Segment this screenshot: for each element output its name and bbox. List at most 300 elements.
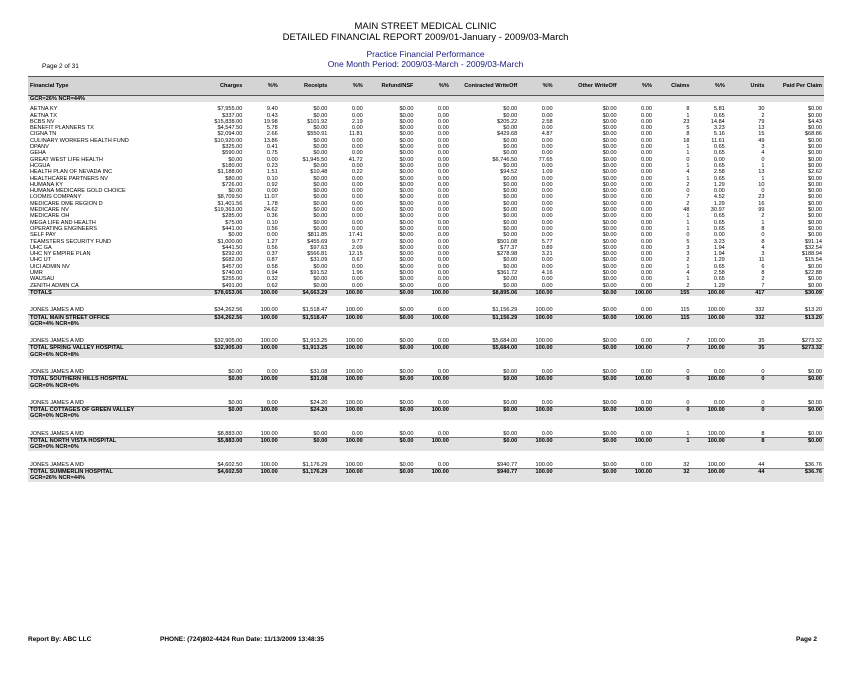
table-cell: 0.00	[541, 106, 553, 113]
table-cell: 2.09	[351, 244, 363, 251]
table-cell: JONES JAMES A MD	[30, 399, 84, 406]
table-cell: 0.00	[641, 338, 652, 345]
table-cell: $0.00	[399, 219, 414, 226]
table-cell: $429.68	[497, 131, 518, 138]
table-cell: $0.00	[399, 169, 414, 176]
table-cell: $4,602.50	[217, 461, 243, 468]
table-cell: $0.00	[399, 188, 414, 195]
total-row	[28, 289, 824, 296]
table-header	[28, 77, 824, 96]
table-cell: $455.69	[307, 238, 328, 245]
table-cell: $0.00	[399, 125, 414, 132]
table-cell: $0.00	[555, 407, 619, 414]
table-cell: $0.00	[602, 125, 617, 132]
table-cell: $0.00	[399, 282, 414, 289]
table-cell: 0.00	[641, 207, 652, 214]
table-cell: 0.00	[641, 188, 652, 195]
table-cell: $0.00	[602, 307, 617, 314]
table-cell: 0.00	[437, 131, 449, 138]
table-cell: 100.00	[329, 314, 364, 321]
table-cell: 23	[683, 118, 690, 125]
table-cell: 1.29	[713, 257, 725, 264]
table-cell: $0.00	[399, 399, 414, 406]
table-cell: $0.00	[194, 376, 245, 383]
table-cell: $278.98	[497, 251, 518, 258]
table-cell: 8	[686, 131, 690, 138]
table-cell: $0.00	[808, 156, 822, 163]
table-cell: 0.00	[437, 257, 449, 264]
table-cell: 0.00	[641, 307, 652, 314]
table-cell: 2	[686, 282, 690, 289]
table-cell: 0.00	[351, 225, 363, 232]
table-cell: $0.00	[399, 238, 414, 245]
table-cell: 15	[758, 131, 765, 138]
table-cell: $0.00	[313, 207, 328, 214]
spacer-row	[28, 451, 824, 462]
table-cell: $34,262.56	[214, 307, 243, 314]
table-cell: $0.00	[602, 219, 617, 226]
table-cell: 0.00	[437, 207, 449, 214]
table-cell: 0.00	[351, 112, 363, 119]
table-cell: $0.00	[808, 225, 822, 232]
table-cell: $1,176.29	[280, 468, 330, 475]
table-cell: 8	[761, 238, 765, 245]
table-cell: $0.00	[602, 200, 617, 207]
table-cell: 0.00	[437, 162, 449, 169]
column-header: %%	[415, 77, 450, 96]
table-cell: $0.00	[228, 399, 243, 406]
table-cell: 0.00	[541, 207, 553, 214]
table-cell: $0.00	[365, 468, 416, 475]
table-cell: $0.00	[503, 200, 518, 207]
table-cell: $0.00	[808, 213, 822, 220]
table-cell: $0.00	[399, 257, 414, 264]
table-cell: 0.62	[266, 282, 278, 289]
table-cell: 100.00	[345, 399, 363, 406]
table-cell: $5,684.00	[492, 338, 518, 345]
table-cell: 0.00	[437, 118, 449, 125]
table-cell: $0.00	[555, 345, 619, 352]
table-cell: $0.00	[228, 156, 243, 163]
table-cell: 0.00	[541, 150, 553, 157]
table-cell: 1.29	[713, 200, 725, 207]
table-cell: $0.00	[767, 376, 824, 383]
table-cell: 0.00	[351, 219, 363, 226]
table-cell: $0.00	[399, 118, 414, 125]
table-cell: 7	[761, 282, 765, 289]
table-cell: $0.00	[555, 376, 619, 383]
table-cell: $0.00	[365, 289, 416, 296]
table-cell: 0.00	[713, 156, 725, 163]
table-cell: $0.00	[808, 276, 822, 283]
spacer-row	[28, 327, 824, 338]
table-cell: 2.66	[266, 131, 278, 138]
table-cell: 0.00	[351, 430, 363, 437]
table-cell: 14.84	[710, 118, 725, 125]
table-cell: 11.61	[711, 137, 725, 144]
table-cell: $0.00	[602, 188, 617, 195]
table-cell: $91.14	[804, 238, 822, 245]
table-cell: $31.08	[280, 376, 330, 383]
table-cell: 0.00	[713, 232, 725, 239]
table-cell: 0.00	[641, 270, 652, 277]
table-cell: $0.00	[365, 438, 416, 445]
table-cell: 0.00	[437, 282, 449, 289]
table-cell: $501.08	[497, 238, 518, 245]
table-cell: $0.00	[399, 207, 414, 214]
total-row	[28, 314, 824, 321]
table-cell: $10.48	[310, 169, 328, 176]
table-cell: $0.00	[503, 276, 518, 283]
table-cell: TEAMSTERS SECURITY FUND	[30, 238, 112, 245]
table-cell: 4.87	[541, 131, 553, 138]
table-cell: GEHA	[30, 150, 46, 157]
table-cell: $0.00	[503, 188, 518, 195]
table-cell: $7,955.00	[217, 106, 243, 113]
table-cell: $457.00	[222, 263, 243, 270]
table-cell: $0.00	[602, 238, 617, 245]
table-cell: 0.41	[266, 144, 278, 151]
table-cell: TOTAL COTTAGES OF GREEN VALLEY	[28, 407, 194, 414]
table-cell: 0.00	[266, 232, 278, 239]
table-cell: 0.00	[641, 430, 652, 437]
table-cell: 5.77	[541, 238, 553, 245]
table-cell: 0.00	[437, 399, 449, 406]
table-cell: 0.00	[541, 282, 553, 289]
table-cell: $0.00	[503, 137, 518, 144]
table-cell: 0.00	[641, 106, 652, 113]
table-cell: 3.21	[541, 251, 553, 258]
table-cell: 99	[758, 207, 765, 214]
table-cell: $36.76	[767, 468, 824, 475]
table-cell: 19.98	[263, 118, 278, 125]
table-cell: 0.00	[641, 257, 652, 264]
table-cell: $32.54	[804, 244, 822, 251]
table-cell: 2	[686, 181, 690, 188]
table-cell: 0.00	[437, 194, 449, 201]
table-cell: $0.00	[602, 244, 617, 251]
total-row	[28, 407, 824, 414]
table-cell: $361.72	[497, 270, 518, 277]
table-cell: 0.00	[541, 181, 553, 188]
table-cell: $1,913.25	[302, 338, 328, 345]
table-cell: SELF PAY	[30, 232, 56, 239]
table-cell: $1,518.47	[280, 314, 330, 321]
table-cell: TOTAL SOUTHERN HILLS HOSPITAL	[28, 376, 194, 383]
table-cell: 100.00	[329, 376, 364, 383]
column-header: Claims	[654, 77, 692, 96]
table-cell: $0.00	[399, 307, 414, 314]
table-cell: TOTAL MAIN STREET OFFICE	[28, 314, 194, 321]
ratio-label: GCR=4% NCR=8%	[28, 321, 824, 327]
table-cell: 100.00	[329, 438, 364, 445]
table-cell: 7	[686, 338, 690, 345]
table-cell: 0.00	[266, 399, 278, 406]
column-header: Receipts	[280, 77, 330, 96]
table-cell: 332	[727, 314, 767, 321]
table-cell: 0	[686, 399, 690, 406]
table-cell: 100.00	[691, 468, 726, 475]
table-cell: 0.67	[351, 257, 363, 264]
table-cell: $8,895.06	[451, 289, 519, 296]
table-cell: $0.00	[503, 175, 518, 182]
table-cell: 3.23	[713, 238, 725, 245]
table-cell: TOTALS	[28, 289, 194, 296]
table-cell: 0.00	[641, 368, 652, 375]
column-header: Contracted WriteOff	[451, 77, 519, 96]
table-cell: 0.65	[713, 225, 725, 232]
table-cell: $0.00	[313, 225, 328, 232]
table-cell: $19,363.00	[214, 207, 243, 214]
table-cell: 2.19	[351, 118, 363, 125]
table-cell: 0.00	[541, 219, 553, 226]
table-cell: 2.58	[713, 169, 725, 176]
table-cell: 0.00	[641, 238, 652, 245]
table-cell: 9.77	[351, 238, 363, 245]
table-cell: $0.00	[503, 162, 518, 169]
table-cell: $0.00	[399, 156, 414, 163]
table-cell: 0.00	[266, 156, 278, 163]
table-cell: $0.00	[313, 200, 328, 207]
table-cell: $0.00	[503, 282, 518, 289]
table-cell: 4	[686, 169, 690, 176]
table-cell: 0.00	[641, 156, 652, 163]
table-cell: 0.00	[351, 144, 363, 151]
table-cell: $0.00	[399, 225, 414, 232]
table-cell: $0.00	[503, 181, 518, 188]
table-cell: $0.00	[451, 438, 519, 445]
table-cell: 0.00	[641, 125, 652, 132]
total-row	[28, 468, 824, 475]
table-cell: 0.36	[266, 213, 278, 220]
table-cell: 0.75	[266, 150, 278, 157]
table-cell: $0.00	[602, 282, 617, 289]
table-cell: $0.00	[503, 232, 518, 239]
column-header: Other WriteOff	[555, 77, 619, 96]
table-cell: $0.00	[602, 162, 617, 169]
table-cell: $8,709.50	[217, 194, 243, 201]
table-cell: 1.09	[541, 169, 553, 176]
table-cell: 100.00	[345, 338, 363, 345]
column-header: %%	[244, 77, 279, 96]
table-cell: 100.00	[535, 307, 553, 314]
report-title: MAIN STREET MEDICAL CLINIC	[354, 21, 497, 32]
spacer-row	[28, 389, 824, 400]
table-cell: 0.00	[541, 125, 553, 132]
table-cell: 0.00	[437, 276, 449, 283]
table-cell: 8	[761, 270, 765, 277]
table-cell: $491.00	[222, 282, 243, 289]
table-cell: $0.00	[602, 137, 617, 144]
table-cell: 100.00	[691, 407, 726, 414]
table-cell: $0.00	[313, 112, 328, 119]
column-header: Charges	[194, 77, 245, 96]
table-cell: $0.00	[602, 225, 617, 232]
table-cell: 10	[758, 181, 765, 188]
table-cell: $0.00	[602, 276, 617, 283]
table-cell: 35	[758, 338, 765, 345]
table-cell: $75.00	[225, 219, 243, 226]
table-cell: $0.00	[399, 430, 414, 437]
table-cell: $0.00	[503, 430, 518, 437]
table-cell: 0.00	[641, 144, 652, 151]
table-cell: 0.00	[351, 162, 363, 169]
table-cell: DPANV	[30, 144, 49, 151]
table-cell: $1,176.29	[302, 461, 328, 468]
table-cell: HEALTHCARE PARTNERS NV	[30, 175, 109, 182]
table-cell: $0.00	[365, 314, 416, 321]
table-cell: 100.00	[415, 376, 450, 383]
table-cell: 0.00	[437, 175, 449, 182]
table-cell: 0.65	[713, 144, 725, 151]
table-cell: 100.00	[619, 289, 654, 296]
table-cell: 9.40	[266, 106, 278, 113]
table-cell: 13	[758, 169, 765, 176]
table-cell: $0.00	[767, 407, 824, 414]
table-cell: $0.00	[228, 232, 243, 239]
table-row	[28, 369, 824, 376]
ratio-label: GCR=0% NCR=0%	[28, 413, 824, 419]
table-cell: $590.00	[222, 150, 243, 157]
table-cell: 1	[686, 175, 690, 182]
table-cell: $0.00	[602, 169, 617, 176]
table-cell: 100.00	[415, 438, 450, 445]
table-cell: 100.00	[329, 289, 364, 296]
table-cell: $0.00	[602, 194, 617, 201]
table-cell: JONES JAMES A MD	[30, 338, 84, 345]
table-cell: $0.00	[503, 194, 518, 201]
table-cell: 0.00	[541, 200, 553, 207]
table-cell: $550.91	[307, 131, 328, 138]
table-cell: 100.00	[519, 314, 554, 321]
table-cell: 1	[686, 213, 690, 220]
table-cell: 8	[761, 225, 765, 232]
table-cell: $0.00	[602, 251, 617, 258]
table-cell: 0.00	[437, 156, 449, 163]
table-cell: 0.00	[641, 225, 652, 232]
table-cell: $0.00	[399, 181, 414, 188]
table-cell: $0.00	[602, 156, 617, 163]
table-cell: 100.00	[519, 289, 554, 296]
table-cell: 0.89	[541, 244, 553, 251]
table-cell: 11.07	[264, 194, 278, 201]
table-cell: 5	[686, 125, 690, 132]
table-cell: $0.00	[503, 399, 518, 406]
table-cell: 13.86	[263, 137, 278, 144]
table-cell: 79	[758, 118, 765, 125]
table-cell: $940.77	[451, 468, 519, 475]
table-cell: 0.00	[541, 194, 553, 201]
table-cell: 48	[683, 207, 690, 214]
table-cell: 1	[686, 112, 690, 119]
table-cell: 3.23	[713, 125, 725, 132]
column-header: %%	[519, 77, 554, 96]
table-cell: $0.00	[808, 219, 822, 226]
table-cell: $0.00	[503, 106, 518, 113]
table-cell: $0.00	[228, 368, 243, 375]
table-cell: 0.00	[351, 282, 363, 289]
table-cell: 0.00	[641, 112, 652, 119]
spacer-row	[28, 296, 824, 307]
table-cell: $0.00	[503, 207, 518, 214]
table-cell: 3	[761, 251, 765, 258]
table-cell: 5.16	[713, 131, 725, 138]
table-cell: 0.65	[713, 150, 725, 157]
table-cell: HUMANA KY	[30, 181, 63, 188]
table-cell: 32	[683, 461, 690, 468]
table-cell: 0.00	[541, 188, 553, 195]
table-cell: $0.00	[602, 263, 617, 270]
table-cell: 49	[758, 137, 765, 144]
table-cell: $0.00	[808, 144, 822, 151]
table-cell: 0.00	[541, 263, 553, 270]
table-cell: $91.52	[310, 270, 328, 277]
table-cell: $13.20	[804, 307, 822, 314]
table-cell: $0.00	[399, 150, 414, 157]
table-cell: $0.00	[808, 430, 822, 437]
table-cell: $0.00	[602, 207, 617, 214]
column-header: %%	[619, 77, 654, 96]
table-cell: 4	[686, 270, 690, 277]
table-cell: 100.00	[519, 376, 554, 383]
table-cell: 13	[758, 125, 765, 132]
table-cell: 5	[686, 238, 690, 245]
table-cell: 0.00	[641, 244, 652, 251]
table-cell: $0.00	[313, 175, 328, 182]
table-cell: 17.41	[348, 232, 363, 239]
table-cell: 0.00	[541, 368, 553, 375]
table-cell: $0.00	[313, 263, 328, 270]
table-cell: 0.00	[641, 399, 652, 406]
table-cell: $0.00	[399, 263, 414, 270]
table-cell: $0.00	[313, 213, 328, 220]
table-cell: MEDICARE DME REGION D	[30, 200, 103, 207]
table-cell: 100.00	[691, 345, 726, 352]
table-cell: $0.00	[808, 232, 822, 239]
table-cell: 8	[761, 430, 765, 437]
table-cell: 0.56	[266, 225, 278, 232]
table-cell: 0	[761, 399, 765, 406]
table-cell: $0.00	[503, 257, 518, 264]
table-cell: $0.00	[602, 106, 617, 113]
table-cell: 0.00	[437, 188, 449, 195]
table-cell: $0.00	[194, 407, 245, 414]
table-cell: 100.00	[244, 289, 279, 296]
table-cell: JONES JAMES A MD	[30, 430, 84, 437]
table-cell: 0.32	[266, 276, 278, 283]
column-header: Financial Type	[28, 77, 194, 96]
table-cell: $0.00	[313, 162, 328, 169]
table-cell: JONES JAMES A MD	[30, 368, 84, 375]
table-cell: $1,188.00	[217, 169, 243, 176]
table-cell: UHC UT	[30, 257, 52, 264]
table-cell: $0.00	[451, 407, 519, 414]
table-cell: 0.00	[641, 461, 652, 468]
table-cell: 0.94	[266, 270, 278, 277]
table-cell: $1,945.50	[302, 156, 328, 163]
table-cell: $2.62	[808, 169, 822, 176]
table-cell: $566.81	[307, 251, 328, 258]
table-cell: 417	[727, 289, 767, 296]
table-cell: 1	[686, 150, 690, 157]
table-cell: 0.00	[351, 150, 363, 157]
table-cell: 0.00	[351, 137, 363, 144]
table-cell: $0.00	[399, 368, 414, 375]
table-cell: 11	[758, 257, 765, 264]
table-cell: $0.00	[399, 461, 414, 468]
table-cell: 0.00	[641, 213, 652, 220]
table-cell: 41.72	[348, 156, 363, 163]
